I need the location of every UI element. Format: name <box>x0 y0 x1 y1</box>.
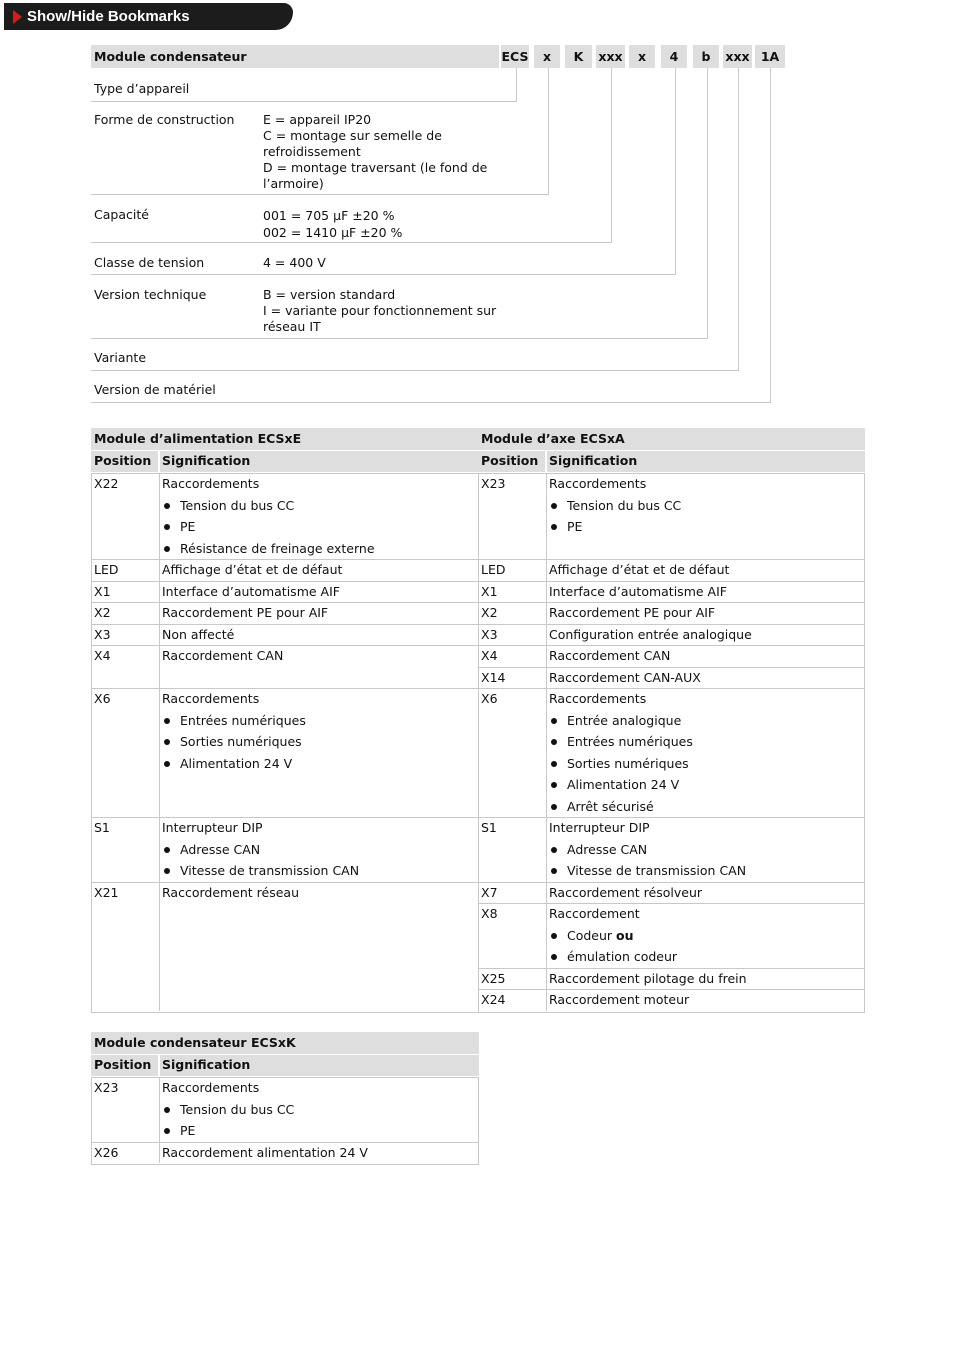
meaning-cell: Raccordement moteur <box>549 992 690 1007</box>
row-separator <box>91 688 479 689</box>
bullet-item <box>549 774 679 796</box>
meaning-cell: Raccordement CAN <box>162 648 284 663</box>
leader-line <box>516 68 517 101</box>
position-cell: X6 <box>481 691 498 706</box>
bullet-icon <box>164 739 170 745</box>
leader-line <box>770 68 771 402</box>
table-title: Module condensateur ECSxK <box>94 1035 296 1050</box>
row-separator <box>478 688 865 689</box>
bullet-text: Tension du bus CC <box>180 497 295 513</box>
bullet-icon <box>164 761 170 767</box>
bullet-text: PE <box>180 519 196 534</box>
meaning-cell: Raccordement PE pour AIF <box>162 605 329 620</box>
bullet-icon <box>164 718 170 724</box>
bullet-item <box>549 710 681 732</box>
bullet-text: Entrée analogique <box>567 712 682 728</box>
row-separator <box>478 903 865 904</box>
bullet-text: Arrêt sécurisé <box>567 798 654 814</box>
column-divider <box>159 473 160 1011</box>
bullet-icon <box>551 933 557 939</box>
meaning-cell: Interrupteur DIP <box>162 820 263 835</box>
position-cell: X3 <box>481 626 498 642</box>
bullet-item <box>162 1120 195 1142</box>
row-separator <box>91 242 612 243</box>
bullet-text: Tension du bus CC <box>180 1101 295 1117</box>
meaning-cell: Affichage d’état et de défaut <box>162 562 343 577</box>
leader-line <box>548 68 549 194</box>
meaning-cell: Interface d’automatisme AIF <box>549 583 727 599</box>
meaning-cell: Affichage d’état et de défaut <box>549 562 730 577</box>
bullet-icon <box>164 546 170 552</box>
position-cell: X4 <box>481 648 498 663</box>
bullet-text: Résistance de freinage externe <box>180 540 375 556</box>
bullet-icon <box>551 761 557 767</box>
bullet-item <box>549 495 681 517</box>
bullet-text: émulation codeur <box>567 949 678 964</box>
position-cell: X25 <box>481 970 506 986</box>
position-cell: X14 <box>481 669 506 685</box>
bullet-icon <box>551 804 557 810</box>
row-separator <box>91 624 479 625</box>
bullet-item <box>549 731 693 753</box>
position-cell: X21 <box>94 884 119 900</box>
type-code-value: 4 = 400 V <box>263 255 326 270</box>
column-header-meaning: Signification <box>549 453 638 468</box>
position-cell: X23 <box>481 476 506 491</box>
bullet-item <box>549 796 654 818</box>
position-cell: X1 <box>94 583 111 599</box>
column-header-meaning: Signification <box>162 1057 251 1072</box>
position-cell: S1 <box>94 820 110 835</box>
bullet-text: Codeur ou <box>567 927 634 943</box>
position-cell: X24 <box>481 992 506 1007</box>
bullet-text: Alimentation 24 V <box>567 777 680 792</box>
bullet-icon <box>164 868 170 874</box>
bullet-icon <box>551 718 557 724</box>
position-cell: X6 <box>94 691 111 706</box>
bullet-item <box>549 839 647 861</box>
table-title: Module d’axe ECSxA <box>481 431 625 446</box>
row-separator <box>91 338 708 339</box>
position-cell: LED <box>94 562 119 577</box>
type-code-label: Type d’appareil <box>94 81 190 96</box>
code-cell: xxx <box>723 45 752 68</box>
row-separator <box>478 645 865 646</box>
code-cell: 4 <box>661 45 687 68</box>
row-separator <box>91 194 549 195</box>
meaning-cell: Raccordement PE pour AIF <box>549 605 716 620</box>
meaning-cell: Raccordement pilotage du frein <box>549 970 747 986</box>
leader-line <box>707 68 708 338</box>
bullet-icon <box>164 847 170 853</box>
leader-line <box>738 68 739 370</box>
bullet-text: Alimentation 24 V <box>180 755 293 771</box>
meaning-cell: Raccordements <box>162 1080 260 1095</box>
position-cell: X7 <box>481 884 498 900</box>
type-code-label: Capacité <box>94 207 149 222</box>
bullet-icon <box>164 1128 170 1134</box>
meaning-cell: Interface d’automatisme AIF <box>162 583 340 599</box>
row-separator <box>91 370 739 371</box>
meaning-cell: Non affecté <box>162 626 235 642</box>
position-cell: X1 <box>481 583 498 599</box>
row-separator <box>91 101 517 102</box>
bullet-text: Adresse CAN <box>180 841 261 857</box>
bullet-item <box>162 839 260 861</box>
row-separator <box>478 817 865 818</box>
bullet-text: Vitesse de transmission CAN <box>567 863 747 878</box>
bullet-item <box>162 538 375 560</box>
code-cell: x <box>629 45 655 68</box>
bullet-text: PE <box>567 519 583 534</box>
bullet-item <box>549 925 634 947</box>
bullet-text: Sorties numériques <box>180 734 302 749</box>
type-code-label: Version technique <box>94 287 207 302</box>
bullet-icon <box>551 868 557 874</box>
show-hide-bookmarks-button[interactable] <box>4 3 293 30</box>
meaning-cell: Raccordement résolveur <box>549 884 703 900</box>
bullet-icon <box>164 1107 170 1113</box>
position-cell: X23 <box>94 1080 119 1095</box>
bookmark-arrow-icon <box>13 10 22 24</box>
bullet-item <box>162 753 292 775</box>
position-cell: X2 <box>94 605 111 620</box>
type-code-value: 001 = 705 µF ±20 % 002 = 1410 µF ±20 % <box>263 208 403 240</box>
meaning-cell: Configuration entrée analogique <box>549 626 752 642</box>
meaning-cell: Raccordements <box>162 476 260 491</box>
code-cell: xxx <box>596 45 625 68</box>
position-cell: X26 <box>94 1144 119 1160</box>
code-cell: 1A <box>755 45 785 68</box>
meaning-cell: Raccordement alimentation 24 V <box>162 1144 368 1160</box>
column-header-position: Position <box>94 1057 152 1072</box>
bullet-item <box>162 710 306 732</box>
meaning-cell: Raccordements <box>162 691 260 706</box>
bullet-text: Tension du bus CC <box>567 497 682 513</box>
position-cell: S1 <box>481 820 497 835</box>
type-code-value: B = version standard I = variante pour fonctionnement sur réseau IT <box>263 287 497 334</box>
table-title: Module d’alimentation ECSxE <box>94 431 302 446</box>
column-header-position: Position <box>94 453 152 468</box>
type-code-label: Version de matériel <box>94 382 216 397</box>
bullet-icon <box>551 847 557 853</box>
bullet-icon <box>164 524 170 530</box>
type-code-label: Forme de construction <box>94 112 235 127</box>
row-separator <box>91 645 479 646</box>
bullet-text: Adresse CAN <box>567 841 648 857</box>
bullet-text: Vitesse de transmission CAN <box>180 863 360 878</box>
bullet-icon <box>551 503 557 509</box>
meaning-cell: Raccordement <box>549 906 640 921</box>
bullet-icon <box>551 954 557 960</box>
position-cell: X22 <box>94 476 119 491</box>
meaning-cell: Raccordement CAN-AUX <box>549 669 701 685</box>
bullet-text: Entrées numériques <box>567 734 693 749</box>
position-cell: LED <box>481 562 506 577</box>
meaning-cell: Raccordements <box>549 476 647 491</box>
bullet-item <box>162 1099 294 1121</box>
type-code-label: Variante <box>94 350 147 365</box>
bullet-item <box>162 516 195 538</box>
bullet-item <box>549 753 689 775</box>
bullet-icon <box>551 782 557 788</box>
position-cell: X4 <box>94 648 111 663</box>
column-header-meaning: Signification <box>162 453 251 468</box>
leader-line <box>611 68 612 242</box>
bullet-icon <box>164 503 170 509</box>
bullet-icon <box>551 739 557 745</box>
code-cell: b <box>693 45 719 68</box>
row-separator <box>91 274 676 275</box>
meaning-cell: Raccordement réseau <box>162 884 300 900</box>
bullet-text: PE <box>180 1123 196 1138</box>
meaning-cell: Raccordements <box>549 691 647 706</box>
column-divider <box>546 473 547 1011</box>
type-code-label: Classe de tension <box>94 255 205 270</box>
leader-line <box>675 68 676 274</box>
type-code-value: E = appareil IP20 C = montage sur semelle de refroidissement D = montage traversant (le fond de l’armoire) <box>263 112 488 191</box>
bullet-icon <box>551 524 557 530</box>
code-cell: ECS <box>501 45 529 68</box>
bullet-item <box>162 860 359 882</box>
meaning-cell: Raccordement CAN <box>549 648 671 663</box>
column-divider <box>159 1077 160 1163</box>
bullet-item <box>549 946 677 968</box>
row-separator <box>91 402 771 403</box>
bullet-text: Sorties numériques <box>567 755 689 771</box>
meaning-cell: Interrupteur DIP <box>549 820 650 835</box>
bullet-text: Entrées numériques <box>180 712 306 728</box>
position-cell: X8 <box>481 906 498 921</box>
bullet-item <box>162 495 294 517</box>
code-cell: x <box>534 45 560 68</box>
column-header-position: Position <box>481 453 539 468</box>
bullet-item <box>549 516 582 538</box>
code-cell: K <box>565 45 592 68</box>
bookmark-button-label: Show/Hide Bookmarks <box>27 8 190 25</box>
row-separator <box>91 817 479 818</box>
position-cell: X2 <box>481 605 498 620</box>
type-code-header-label: Module condensateur <box>94 49 247 64</box>
bullet-item <box>549 860 746 882</box>
position-cell: X3 <box>94 626 111 642</box>
bullet-item <box>162 731 302 753</box>
